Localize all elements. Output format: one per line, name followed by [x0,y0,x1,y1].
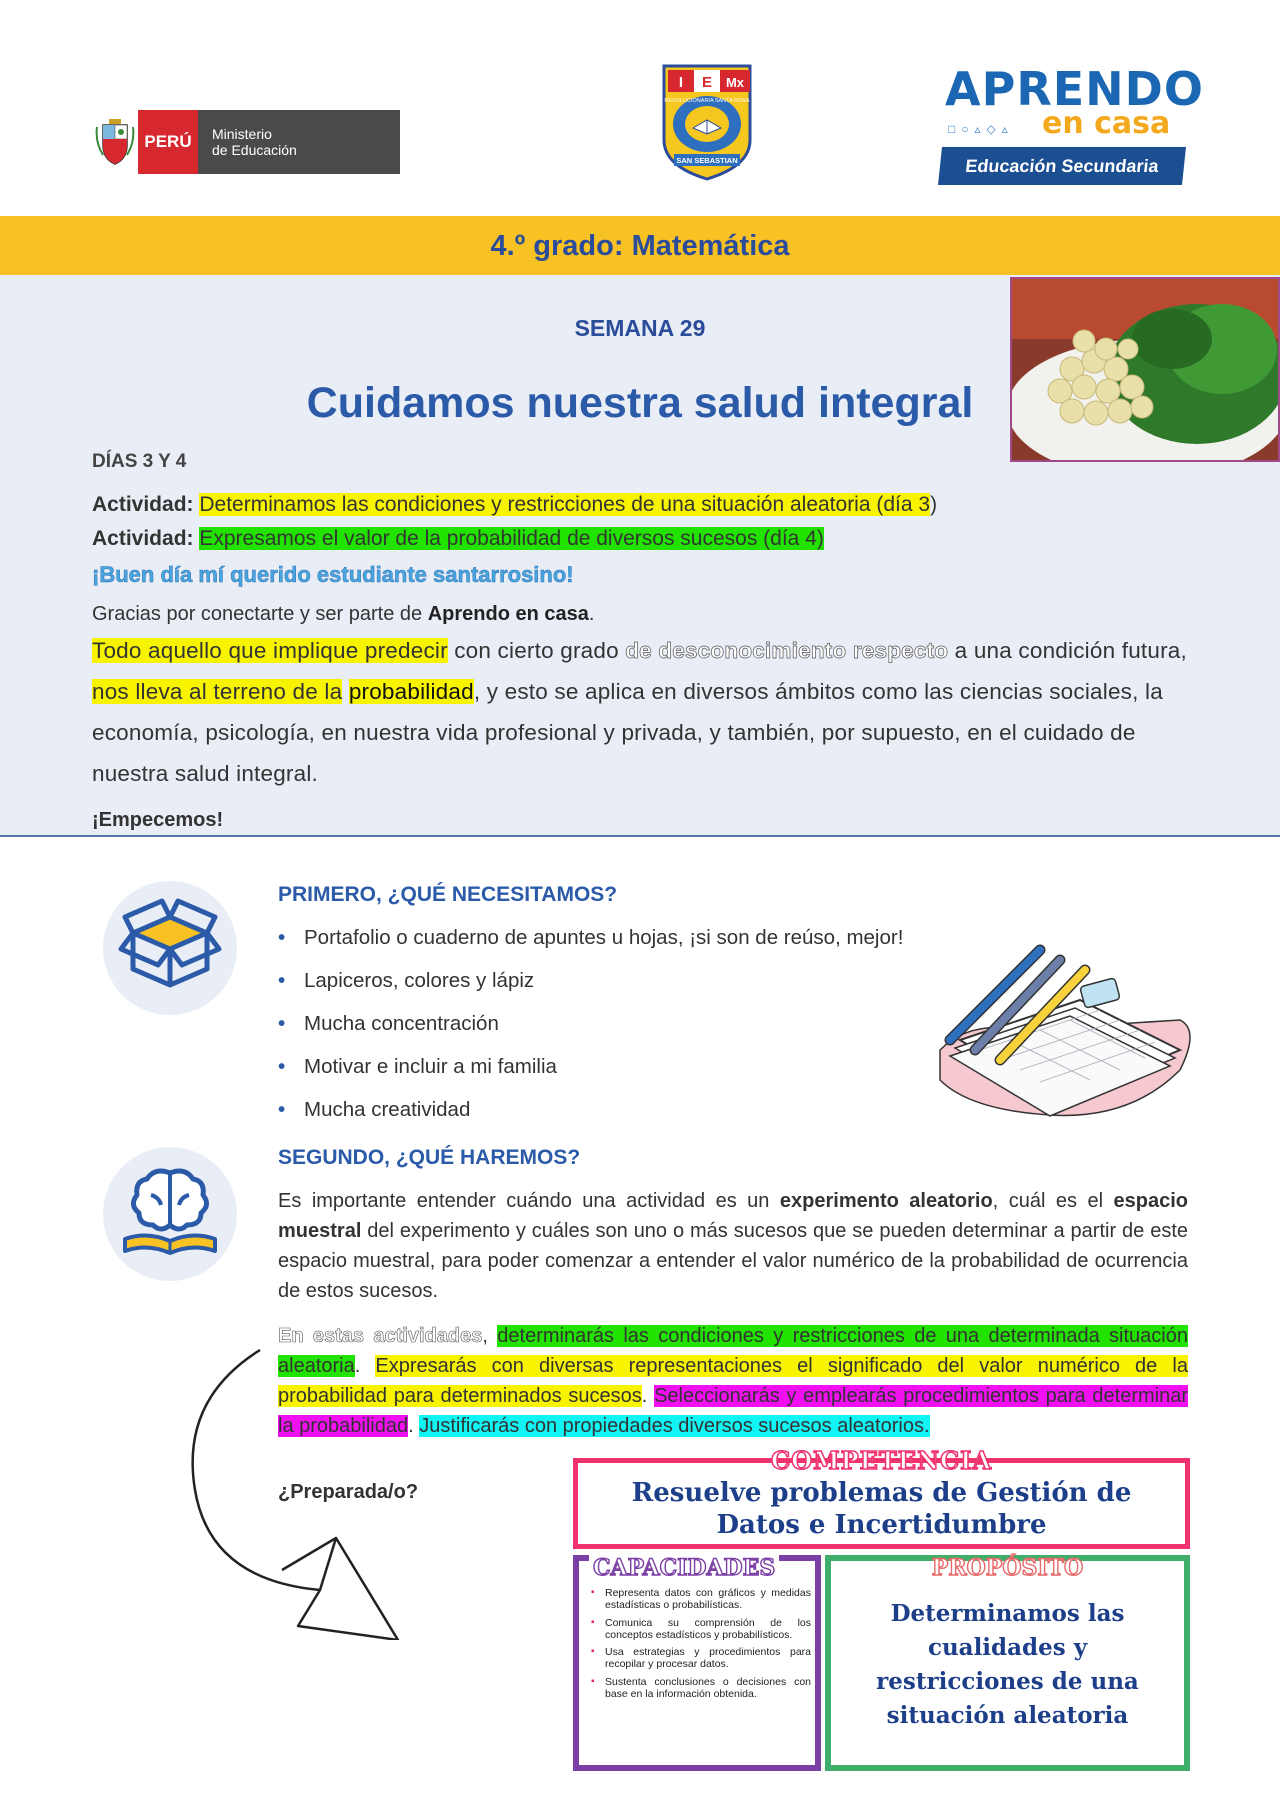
aprendo-line1: APRENDO [945,62,1204,116]
para-part-5: nos lleva al terreno de la [92,679,343,704]
proposito-label: PROPÓSITO [931,1555,1084,1581]
thanks-program: Aprendo en casa [427,603,589,625]
aprendo-line3: Educación Secundaria [938,147,1186,185]
ministry-name-line1: Ministerio [212,126,272,142]
curved-arrow-icon [170,1340,430,1640]
shield-letter-mx: Mx [725,75,745,90]
seg-p2-e: Expresarás con diversas representaciones el significado del valor numérico de la probabilidad para determinados sucesos [278,1355,1188,1407]
shield-banner: SAN SEBASTIAN [676,156,738,165]
seg-p2-b: , [482,1325,498,1347]
proposito-card [825,1555,1190,1771]
seg-p1-b: experimento aleatorio [779,1190,993,1212]
week-label: SEMANA 29 [574,315,706,341]
grade-bar [0,216,1280,275]
para-part-2: con cierto grado [447,638,626,663]
activity-1-close: ) [930,493,938,516]
greeting: ¡Buen día mí querido estudiante santarrosino! [92,562,574,587]
peru-coat-of-arms-icon [92,110,138,174]
seg-p2-i: Justificarás con propiedades diversos sucesos aleatorios. [419,1415,930,1437]
seg-p1-d: espacio muestral [278,1190,1189,1242]
materials-list [278,926,1038,1141]
seg-p2-a: En estas actividades [278,1325,483,1347]
shield-arc-text: REVOLUCIONARIA SANTA ROSA [664,98,750,104]
aprendo-line2: en casa [1042,106,1171,141]
ministry-name-line2: de Educación [212,142,297,158]
stationery-illustration [930,930,1200,1130]
competencia-line2: Datos e Incertidumbre [716,1510,1047,1540]
para-part-3: de desconocimiento respecto [625,638,949,663]
intro-paragraph [92,630,1202,794]
list-item: • Motivar e incluir a mi familia [278,1055,1038,1098]
competencia-line1: Resuelve problemas de Gestión de [631,1478,1132,1508]
brain-book-icon [103,1147,237,1281]
para-part-7: probabilidad [348,679,474,704]
activity-1-label: Actividad: [92,493,194,516]
activity-1 [92,493,1192,517]
competencia-card [573,1446,1190,1549]
list-item: ▪ Usa estrategias y procedimientos para recopilar y procesar datos. [589,1646,811,1671]
proposito-text: Determinamos las cualidades y restricciones de una situación aleatoria [876,1600,1139,1729]
seg-p2-d: . [354,1355,376,1377]
seg-p1-e: del experimento y cuáles son uno o más sucesos que se pueden determinar a partir de este espacio muestral, para poder comenzar a entender el valor numérico de la probabilidad de ocurrencia de estos sucesos. [278,1220,1188,1302]
school-shield-icon [660,62,754,182]
list-item: ▪ Sustenta conclusiones o decisiones con base en la información obtenida. [589,1676,811,1701]
list-item: • Mucha concentración [278,1012,1038,1055]
primero-title: PRIMERO, ¿QUÉ NECESITAMOS? [278,883,618,906]
aprendo-shapes-icon: □○▵◇▵ [948,122,1014,136]
food-photo [1010,277,1280,462]
thanks-line [92,603,1192,626]
capacidades-label: CAPACIDADES [589,1555,779,1581]
list-item: ▪ Comunica su comprensión de los conceptos estadísticos y probabilísticos. [589,1617,811,1642]
grade-title: 4.º grado: Matemática [490,230,790,262]
para-part-4: a una condición futura, [948,638,1187,663]
seg-p2-g: Seleccionarás y emplearás procedimientos para determinar la probabilidad [278,1385,1188,1437]
capacidades-list [589,1587,811,1705]
list-item: • Mucha creatividad [278,1098,1038,1141]
list-item: ▪ Representa datos con gráficos y medidas estadísticas o probabilísticas. [589,1587,811,1612]
box-icon [103,881,237,1015]
para-part-1: Todo aquello que implique predecir [92,638,448,663]
seg-p2-c: determinarás las condiciones y restricciones de una determinada situación aleatoria [278,1325,1188,1377]
segundo-title: SEGUNDO, ¿QUÉ HAREMOS? [278,1146,581,1169]
aprendo-en-casa-logo [940,62,1204,188]
activity-2-text: Expresamos el valor de la probabilidad de diversos sucesos (día 4) [199,527,824,550]
ministry-logo [92,110,400,174]
shield-letter-i: I [678,74,684,91]
peru-label: PERÚ [138,110,198,174]
shield-letter-e: E [701,74,713,91]
activity-1-text: Determinamos las condiciones y restricciones de una situación aleatoria (día 3 [199,493,931,516]
seg-p2-h: . [408,1415,420,1437]
capacidades-card [573,1555,821,1771]
seg-p1-c: , cuál es el [992,1190,1114,1212]
page-header [0,0,1280,215]
seg-p2-f: . [641,1385,655,1407]
page-title: Cuidamos nuestra salud integral [306,379,974,427]
lets-start: ¡Empecemos! [92,809,224,831]
list-item: • Portafolio o cuaderno de apuntes u hojas, ¡si son de reúso, mejor! [278,926,1038,969]
ready-question: ¿Preparada/o? [278,1481,419,1503]
segundo-paragraph-1 [278,1186,1188,1306]
days-label: DÍAS 3 Y 4 [92,451,187,472]
thanks-post: . [588,603,595,625]
list-item: • Lapiceros, colores y lápiz [278,969,1038,1012]
activity-2-label: Actividad: [92,527,194,550]
competencia-label: COMPETENCIA [771,1446,992,1475]
thanks-pre: Gracias por conectarte y ser parte de [92,603,428,625]
seg-p1-a: Es importante entender cuándo una actividad es un [278,1190,780,1212]
competencia-text [578,1477,1185,1541]
para-part-6 [342,679,348,704]
intro-panel [0,275,1280,837]
ministry-name [198,110,400,174]
activity-2 [92,527,1192,551]
para-part-8: , y esto se aplica en diversos ámbitos como las ciencias sociales, la economía, psicología, en nuestra vida profesional y privada, y también, por supuesto, en el cuidado de nuestra salud integral. [92,679,1163,786]
